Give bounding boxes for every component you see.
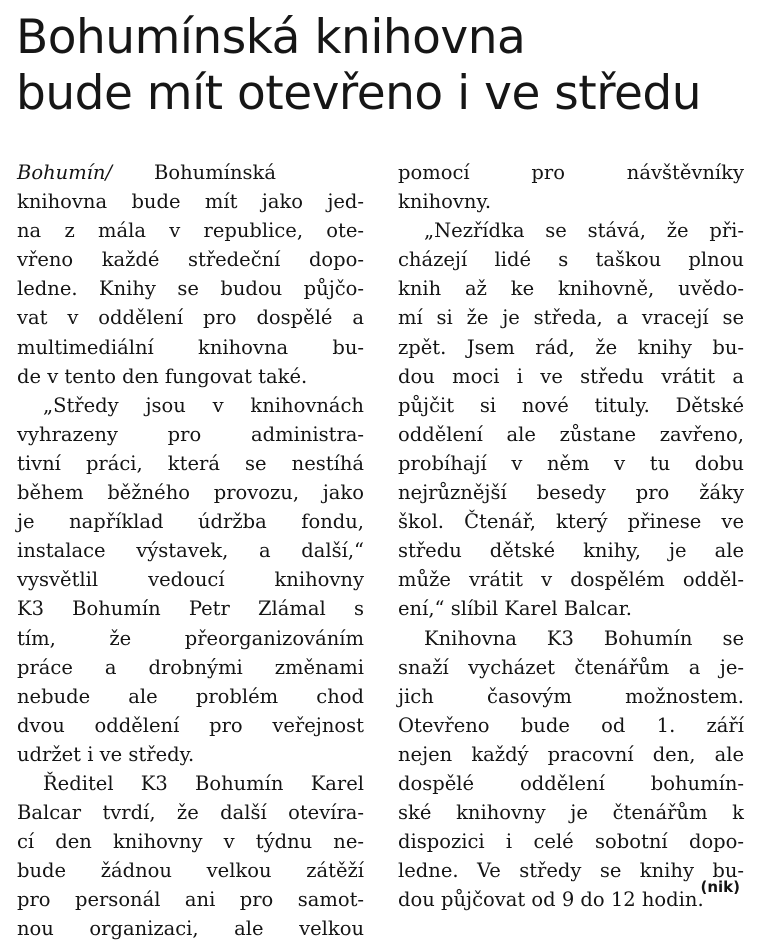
- article-line: dispozici i celé sobotní dopo-: [398, 830, 744, 854]
- article-line: knihovny.: [398, 190, 492, 214]
- article-line: vysvětlil vedoucí knihovny: [17, 568, 364, 592]
- article-line: bude žádnou velkou zátěží: [17, 859, 364, 883]
- article-line: dvou oddělení pro veřejnost: [17, 713, 364, 737]
- article-line: vyhrazeny pro administra-: [17, 422, 364, 446]
- article-line: oddělení ale zůstane zavřeno,: [398, 422, 744, 446]
- article-line: vat v oddělení pro dospělé a: [17, 306, 364, 330]
- article-line: pro personál ani pro samot-: [17, 888, 364, 912]
- article-line: zpět. Jsem rád, že knihy bu-: [398, 335, 744, 359]
- article-line: Knihovna K3 Bohumín se: [424, 626, 744, 650]
- article-line: vřeno každé středeční dopo-: [17, 248, 364, 272]
- article-line: může vrátit v dospělém odděl-: [398, 568, 744, 592]
- article-line: Otevřeno bude od 1. září: [398, 713, 744, 737]
- article-line: dospělé oddělení bohumín-: [398, 771, 744, 795]
- article-line: škol. Čtenář, který přinese ve: [398, 510, 744, 534]
- article-line: tím, že přeorganizováním: [17, 626, 364, 650]
- article-line: je například údržba fondu,: [17, 510, 364, 534]
- article-line: půjčit si nové tituly. Dětské: [398, 393, 744, 417]
- headline-line: bude mít otevřeno i ve středu: [16, 66, 702, 121]
- article-line: cí den knihovny v týdnu ne-: [17, 830, 364, 854]
- article-line: ledne. Knihy se budou půjčo-: [17, 277, 364, 301]
- article-line: cházejí lidé s taškou plnou: [398, 248, 744, 272]
- article-line: ledne. Ve středy se knihy bu-: [398, 859, 744, 883]
- article-line: knih až ke knihovně, uvědo-: [398, 277, 744, 301]
- article-line: nejen každý pracovní den, ale: [398, 742, 744, 766]
- article-line: de v tento den fungovat také.: [17, 364, 308, 388]
- article-line: snaží vycházet čtenářům a je-: [398, 655, 744, 679]
- article-line: udržet i ve středy.: [17, 742, 195, 766]
- article-line: středu dětské knihy, je ale: [398, 539, 744, 563]
- article-line: pomocí pro návštěvníky: [398, 161, 744, 184]
- article-line: dou moci i ve středu vrátit a: [398, 364, 744, 388]
- article-line: mí si že je středa, a vracejí se: [398, 306, 744, 330]
- article-line: multimediální knihovna bu-: [17, 335, 364, 359]
- article-line: práce a drobnými změnami: [17, 655, 364, 679]
- article-line: nebude ale problém chod: [17, 684, 364, 708]
- article-line: nejrůznější besedy pro žáky: [398, 481, 744, 505]
- dateline: Bohumín/: [17, 161, 113, 184]
- article-line: instalace výstavek, a další,“: [17, 539, 364, 563]
- left-column: [17, 158, 364, 944]
- article-line: Ředitel K3 Bohumín Karel: [43, 771, 364, 795]
- article-headline: [16, 10, 701, 122]
- article-line: „Nezřídka se stává, že při-: [424, 219, 744, 243]
- article-line: ení,“ slíbil Karel Balcar.: [398, 597, 632, 621]
- article-line: dou půjčovat od 9 do 12 hodin.: [398, 888, 704, 912]
- article-line-text: Bohumínská: [154, 161, 276, 184]
- article-line: Balcar tvrdí, že další otevíra-: [17, 801, 364, 825]
- article-line: během běžného provozu, jako: [17, 481, 364, 505]
- article-line: „Středy jsou v knihovnách: [43, 393, 364, 417]
- right-column: [398, 158, 744, 914]
- article-line: ské knihovny je čtenářům k: [398, 801, 744, 825]
- article-line: jich časovým možnostem.: [398, 684, 744, 708]
- article-line: na z mála v republice, ote-: [17, 219, 364, 243]
- headline-line: Bohumínská knihovna: [16, 10, 526, 65]
- article-line: nou organizaci, ale velkou: [17, 917, 364, 941]
- author-byline: (nik): [700, 878, 740, 896]
- article-line: probíhají v něm v tu dobu: [398, 451, 744, 475]
- article-line: knihovna bude mít jako jed-: [17, 190, 364, 214]
- article-line: tivní práci, která se nestíhá: [17, 451, 364, 475]
- article-line: [17, 158, 364, 187]
- article-line: K3 Bohumín Petr Zlámal s: [17, 597, 364, 621]
